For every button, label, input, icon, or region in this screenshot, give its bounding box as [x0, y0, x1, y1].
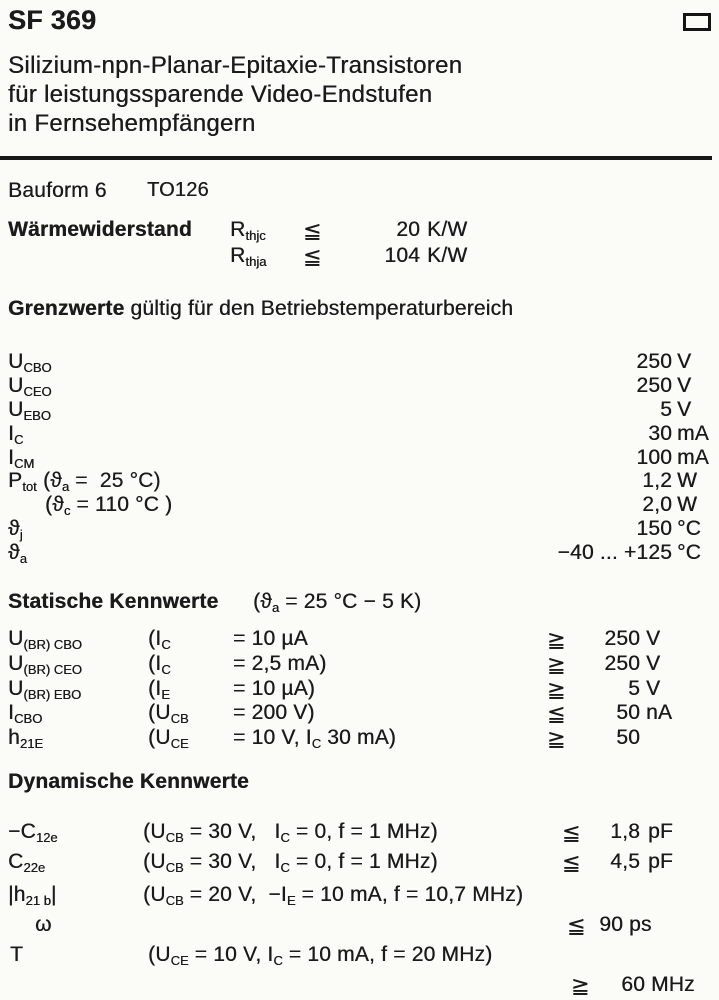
table-row	[0, 469, 719, 495]
parameter-value: 5	[628, 677, 640, 700]
test-condition: ($I_C$	[148, 627, 171, 652]
parameter-value: 250	[636, 374, 672, 397]
section-title-rest: gültig für den Betriebstemperaturbereich	[124, 297, 514, 320]
relation-symbol: ≦	[562, 820, 581, 845]
parameter-unit: K/W	[427, 218, 468, 241]
parameter-unit: mA	[677, 422, 709, 445]
test-condition: ($ϑ_a = 25$ °C)	[43, 469, 161, 494]
test-condition: ($U_{CB} = 30$ V, $I_C = 0$, f = 1 MHz)	[143, 850, 438, 875]
parameter-symbol: $I_C$	[8, 422, 24, 447]
parameter-unit: K/W	[427, 244, 468, 267]
description-line: Silizium-npn-Planar-Epitaxie-Transistoren	[8, 52, 463, 79]
divider	[0, 156, 712, 160]
parameter-value: 2,0	[642, 493, 672, 516]
relation-symbol: ≦	[567, 913, 586, 938]
package-form-label: Bauform 6	[8, 179, 107, 202]
table-row	[0, 652, 719, 678]
parameter-value: 4,5	[610, 850, 640, 873]
section-title: Statische Kennwerte	[8, 590, 219, 613]
parameter-unit: °C	[677, 517, 701, 540]
parameter-unit: °C	[677, 541, 701, 564]
section-heading-dynamische	[8, 770, 249, 794]
relation-symbol: ≧	[547, 677, 566, 702]
parameter-unit: MHz	[651, 973, 695, 996]
table-row	[0, 422, 719, 448]
section-condition: ($ϑ_a = 25$ °C − 5 K)	[253, 590, 422, 615]
parameter-symbol: $h_{21E}$	[8, 726, 44, 751]
section-title: Dynamische Kennwerte	[8, 770, 249, 793]
relation-symbol: ≦	[303, 244, 322, 269]
parameter-unit: V	[677, 398, 692, 421]
parameter-symbol: $U_{(BR) CEO}$	[8, 652, 82, 677]
table-row	[0, 517, 719, 543]
parameter-symbol: $U_{CBO}$	[8, 350, 52, 375]
parameter-symbol: $ϑ_a$	[8, 541, 27, 566]
test-condition: ($ϑ_c = 110$ °C )	[45, 493, 173, 518]
parameter-value: 104	[384, 244, 420, 267]
table-row	[0, 850, 719, 876]
parameter-value: 250	[636, 350, 672, 373]
thermal-row	[0, 244, 719, 270]
section-title: Grenzwerte	[8, 297, 125, 320]
parameter-unit: V	[677, 350, 692, 373]
table-row	[0, 973, 719, 999]
parameter-symbol: $C_{22e}$	[8, 850, 46, 875]
relation-symbol: ≧	[547, 627, 566, 652]
parameter-symbol: $-C_{12e}$	[8, 820, 58, 845]
parameter-value: 250	[604, 652, 640, 675]
parameter-unit: ps	[629, 913, 652, 936]
test-condition: = 10 µA	[233, 627, 308, 650]
relation-symbol: ≦	[547, 701, 566, 726]
table-row	[0, 913, 719, 939]
parameter-unit: V	[646, 627, 661, 650]
table-row	[0, 493, 719, 519]
parameter-unit: pF	[648, 850, 673, 873]
parameter-value: 250	[604, 627, 640, 650]
parameter-value: 1,8	[610, 820, 640, 843]
table-row	[0, 726, 719, 752]
parameter-symbol: $I_{CM}$	[8, 446, 35, 471]
page-title: SF 369	[8, 5, 97, 35]
parameter-symbol: $U_{(BR) EBO}$	[8, 677, 82, 702]
test-condition: ($I_E$	[148, 677, 170, 702]
relation-symbol: ≦	[303, 218, 322, 243]
test-condition: ($U_{CE}$	[148, 726, 189, 751]
parameter-value: −40 ... +125	[557, 541, 672, 564]
test-condition: = 200 V)	[233, 701, 315, 724]
relation-symbol: ≧	[547, 652, 566, 677]
package-row	[0, 179, 719, 205]
table-row	[0, 541, 719, 567]
parameter-value: 1,2	[642, 469, 672, 492]
table-row	[0, 943, 719, 969]
parameter-unit: W	[677, 469, 698, 492]
parameter-symbol: $|h_{21 b}|$	[8, 883, 57, 908]
test-condition: = 10 µA)	[233, 677, 315, 700]
table-row	[0, 820, 719, 846]
parameter-unit: mA	[677, 446, 709, 469]
parameter-value: 100	[636, 446, 672, 469]
parameter-symbol: T	[10, 943, 24, 966]
parameter-value: 30	[648, 422, 672, 445]
parameter-symbol: $U_{EBO}$	[8, 398, 51, 423]
section-heading-statische	[8, 590, 422, 615]
parameter-symbol: ω	[35, 913, 52, 936]
parameter-unit: pF	[648, 820, 673, 843]
parameter-value: 5	[660, 398, 672, 421]
test-condition: ($I_C$	[148, 652, 171, 677]
table-row	[0, 398, 719, 424]
test-condition: ($U_{CE} = 10$ V, $I_C = 10$ mA, f = 20 MHz)	[148, 943, 493, 968]
test-condition: = 10 V, $I_C$ 30 mA)	[233, 726, 396, 751]
test-condition: ($U_{CB} = 20$ V, $-I_E = 10$ mA, f = 10,7 MHz)	[143, 883, 524, 908]
parameter-symbol: $R_{thja}$	[230, 244, 267, 269]
parameter-unit: W	[677, 493, 698, 516]
parameter-unit: V	[646, 652, 661, 675]
table-row	[0, 701, 719, 727]
parameter-value: 150	[636, 517, 672, 540]
description-line: für leistungssparende Video-Endstufen	[8, 81, 433, 108]
test-condition: ($U_{CB}$	[148, 701, 189, 726]
parameter-value: 50	[616, 726, 640, 749]
parameter-symbol: $U_{CEO}$	[8, 374, 52, 399]
device-description	[8, 51, 462, 138]
parameter-value: 60	[621, 973, 645, 996]
parameter-symbol: $R_{thjc}$	[230, 218, 266, 243]
table-row	[0, 883, 719, 909]
parameter-symbol: $P_{tot}$	[8, 469, 37, 494]
thermal-row	[0, 218, 719, 244]
package-name: TO126	[147, 179, 209, 201]
relation-symbol: ≦	[562, 850, 581, 875]
table-row	[0, 350, 719, 376]
parameter-value: 90	[599, 913, 623, 936]
parameter-value: 20	[396, 218, 420, 241]
parameter-symbol: $I_{CBO}$	[8, 701, 43, 726]
parameter-unit: V	[646, 677, 661, 700]
table-row	[0, 677, 719, 703]
thermal-label: Wärmewiderstand	[8, 218, 192, 241]
parameter-unit: nA	[646, 701, 673, 724]
relation-symbol: ≧	[571, 973, 590, 998]
test-condition: ($U_{CB} = 30$ V, $I_C = 0$, f = 1 MHz)	[143, 820, 438, 845]
section-heading-grenzwerte	[8, 297, 513, 321]
parameter-symbol: $U_{(BR) CBO}$	[8, 627, 82, 652]
table-row	[0, 374, 719, 400]
description-line: in Fernsehempfängern	[8, 110, 256, 137]
test-condition: = 2,5 mA)	[233, 652, 327, 675]
relation-symbol: ≧	[547, 726, 566, 751]
parameter-symbol: $ϑ_j$	[8, 517, 23, 542]
page-marker-square-icon	[683, 13, 711, 31]
parameter-value: 50	[616, 701, 640, 724]
table-row	[0, 627, 719, 653]
parameter-unit: V	[677, 374, 692, 397]
